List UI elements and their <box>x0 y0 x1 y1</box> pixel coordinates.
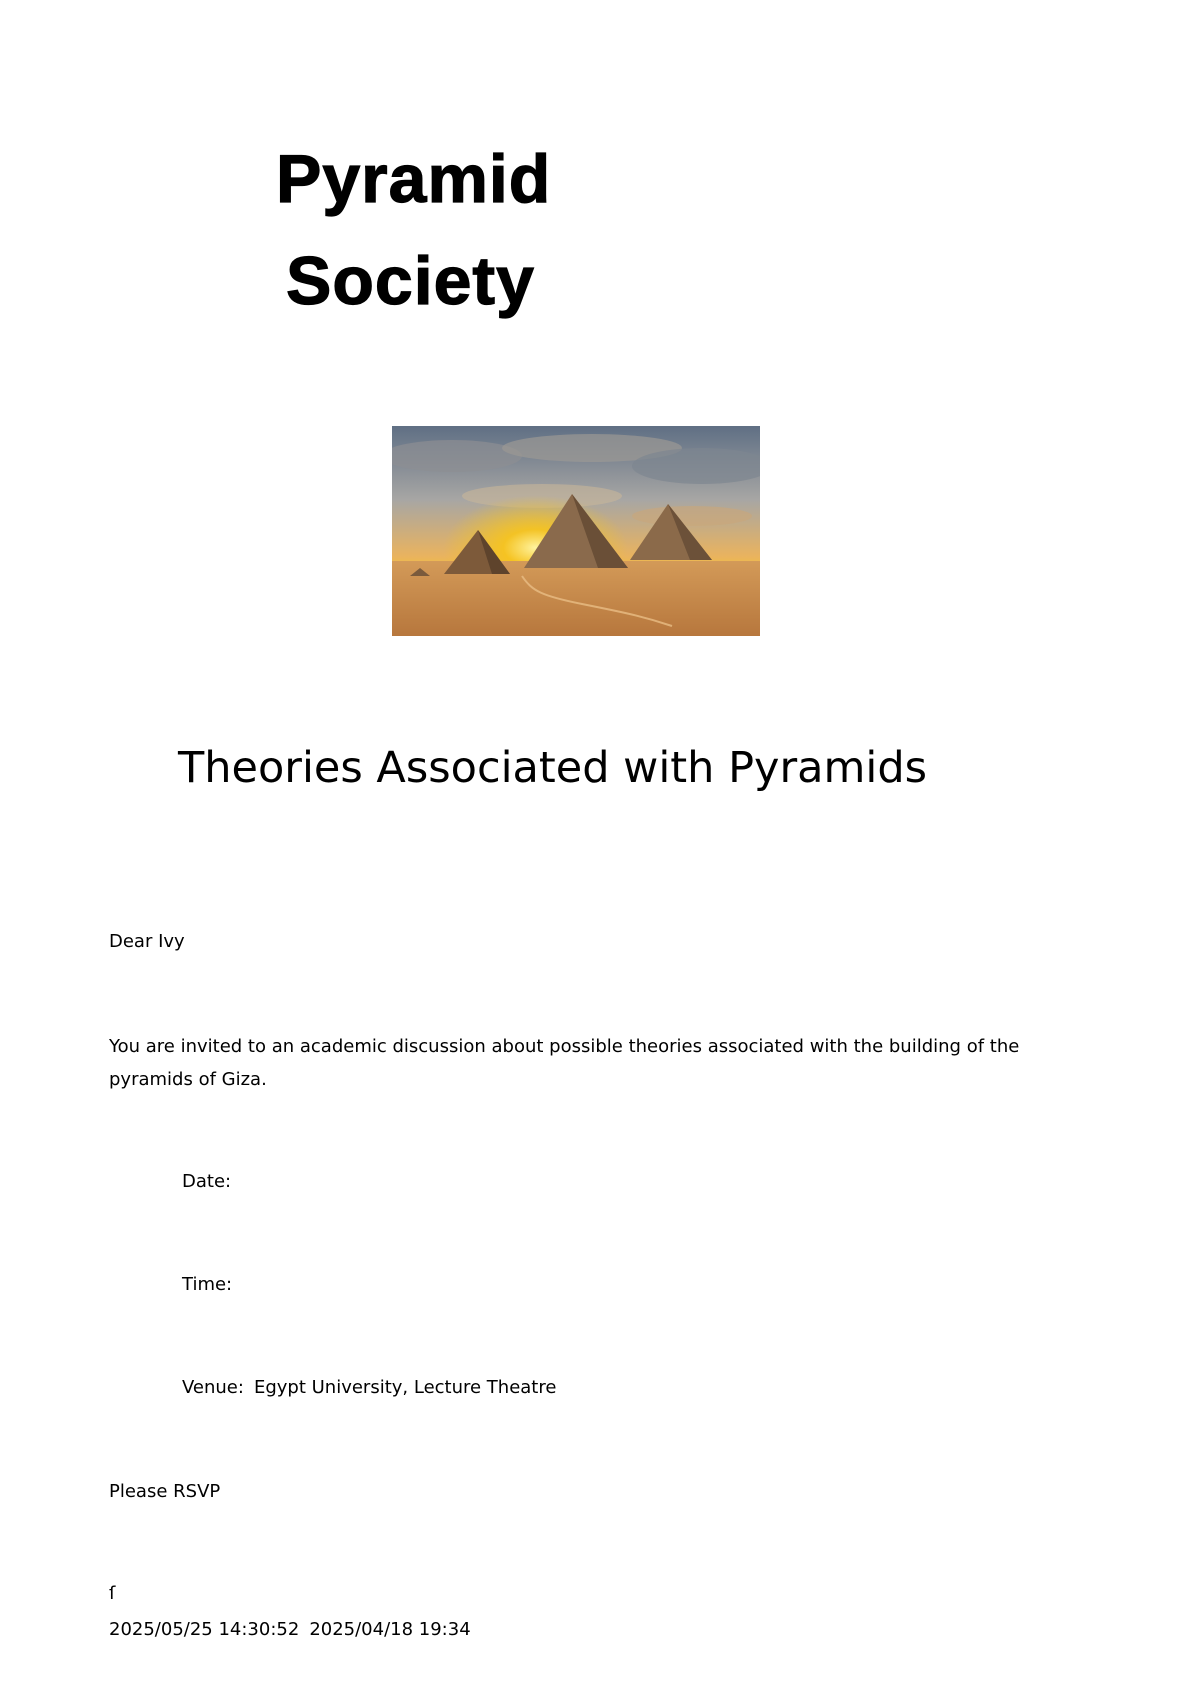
rsvp-line: Please RSVP <box>109 1481 221 1502</box>
title-line-1: Pyramid <box>276 141 552 217</box>
date-label: Date: <box>182 1171 232 1192</box>
time-label: Time: <box>182 1274 233 1295</box>
invitation-paragraph: You are invited to an academic discussion about possible theories associated with the building of the pyramids of Giza. <box>109 1036 1020 1090</box>
title-line-2: Society <box>286 243 535 319</box>
date-line <box>182 1166 231 1198</box>
time-line <box>182 1269 232 1301</box>
stray-mark: ſ <box>109 1583 116 1604</box>
venue-value: Egypt University, Lecture Theatre <box>253 1377 557 1398</box>
society-title <box>276 128 551 332</box>
letter-greeting: Dear Ivy <box>109 931 185 952</box>
pyramids-photo <box>392 426 760 636</box>
timestamp-2: 2025/04/18 19:34 <box>309 1619 471 1640</box>
timestamp-line <box>109 1614 471 1646</box>
event-heading: Theories Associated with Pyramids <box>178 743 928 793</box>
timestamp-1: 2025/05/25 14:30:52 <box>109 1619 300 1640</box>
venue-line <box>182 1372 556 1404</box>
venue-label: Venue: <box>182 1377 244 1398</box>
